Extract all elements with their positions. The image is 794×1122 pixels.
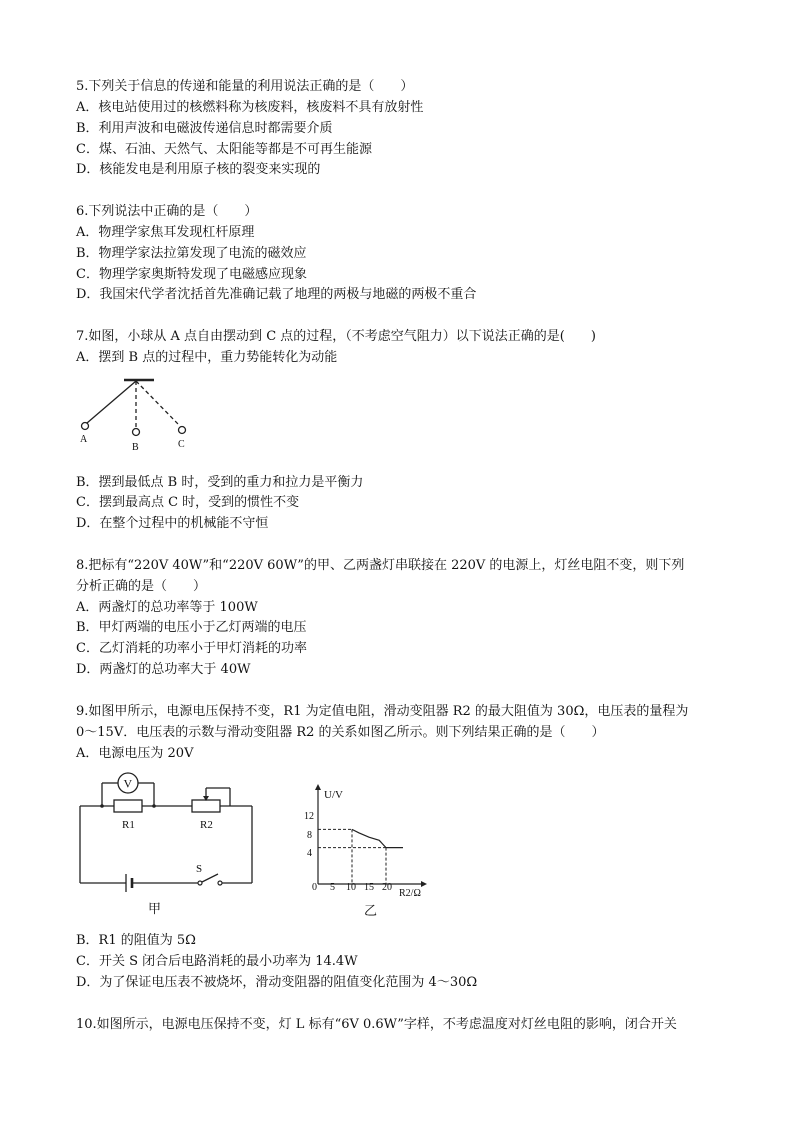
q7-option-b: B．摆到最低点 B 时，受到的重力和拉力是平衡力 (76, 475, 364, 490)
q7-option-d: D．在整个过程中的机械能不守恒 (76, 516, 269, 531)
circuit-figure (72, 768, 272, 918)
q7-stem: 7.如图，小球从 A 点自由摆动到 C 点的过程，（不考虑空气阻力）以下说法正确的是( ) (76, 329, 596, 344)
voltmeter-label: V (123, 776, 133, 791)
q9-option-d: D．为了保证电压表不被烧坏，滑动变阻器的阻值变化范围为 4～30Ω (76, 975, 478, 990)
q9-stem-line-2: 0～15V．电压表的示数与滑动变阻器 R2 的关系如图乙所示。则下列结果正确的是（ ） (76, 725, 605, 740)
x-tick-20: 20 (382, 882, 392, 893)
resistor-r1 (114, 800, 142, 812)
pendulum-figure (74, 370, 204, 456)
pendulum-label-b: B (132, 442, 139, 453)
switch-label: S (196, 863, 203, 875)
q8-option-b: B．甲灯两端的电压小于乙灯两端的电压 (76, 620, 307, 635)
pendulum-label-c: C (178, 439, 185, 450)
q8-stem-line-1: 8.把标有“220V 40W”和“220V 60W”的甲、乙两盏灯串联接在 220V 的电源上，灯丝电阻不变，则下列 (76, 558, 685, 573)
q6-option-b: B．物理学家法拉第发现了电流的磁效应 (76, 246, 307, 261)
q9-option-b: B．R1 的阻值为 5Ω (76, 933, 196, 948)
q6-option-a: A．物理学家焦耳发现杠杆原理 (76, 225, 255, 240)
y-tick-8: 8 (307, 830, 312, 841)
q7-option-c: C．摆到最高点 C 时，受到的惯性不变 (76, 495, 300, 510)
q5-option-d: D．核能发电是利用原子核的裂变来实现的 (76, 162, 321, 177)
q9-stem-line-1: 9.如图甲所示，电源电压保持不变，R1 为定值电阻，滑动变阻器 R2 的最大阻值为 30Ω，电压表的量程为 (76, 704, 689, 719)
q5-option-a: A．核电站使用过的核燃料称为核废料，核废料不具有放射性 (76, 100, 424, 115)
q9-option-c: C．开关 S 闭合后电路消耗的最小功率为 14.4W (76, 954, 358, 969)
r1-label: R1 (122, 819, 135, 831)
resistor-r2 (192, 800, 220, 812)
voltage-curve (352, 829, 403, 847)
x-tick-5: 5 (330, 882, 335, 893)
x-tick-0: 0 (312, 882, 317, 893)
q9-option-a: A．电源电压为 20V (76, 746, 194, 761)
q5-option-b: B．利用声波和电磁波传递信息时都需要介质 (76, 121, 333, 136)
x-tick-10: 10 (346, 882, 356, 893)
y-axis-label: U/V (324, 789, 343, 801)
q8-option-a: A．两盏灯的总功率等于 100W (76, 600, 258, 615)
y-tick-12: 12 (304, 811, 314, 822)
q6-option-d: D．我国宋代学者沈括首先准确记载了地理的两极与地磁的两极不重合 (76, 287, 477, 302)
q7-option-a: A．摆到 B 点的过程中，重力势能转化为动能 (76, 350, 338, 365)
q6-option-c: C．物理学家奥斯特发现了电磁感应现象 (76, 267, 307, 282)
x-axis-label: R2/Ω (399, 888, 421, 899)
q8-option-d: D．两盏灯的总功率大于 40W (76, 662, 251, 677)
q8-option-c: C．乙灯消耗的功率小于甲灯消耗的功率 (76, 641, 307, 656)
switch-icon (202, 874, 218, 882)
q10-stem: 10.如图所示，电源电压保持不变，灯 L 标有“6V 0.6W”字样，不考虑温度对灯丝电阻的影响，闭合开关 (76, 1017, 677, 1032)
q6-stem: 6.下列说法中正确的是（ ） (76, 204, 258, 219)
q5-option-c: C．煤、石油、天然气、太阳能等都是不可再生能源 (76, 142, 372, 157)
circuit-caption: 甲 (148, 901, 162, 916)
q8-stem-line-2: 分析正确的是（ ） (76, 579, 207, 594)
r2-label: R2 (200, 819, 213, 831)
y-tick-4: 4 (307, 848, 312, 859)
pendulum-label-a: A (80, 434, 88, 445)
x-tick-15: 15 (364, 882, 374, 893)
graph-caption: 乙 (364, 903, 378, 918)
voltage-graph (296, 780, 446, 920)
q5-stem: 5.下列关于信息的传递和能量的利用说法正确的是（ ） (76, 79, 414, 94)
